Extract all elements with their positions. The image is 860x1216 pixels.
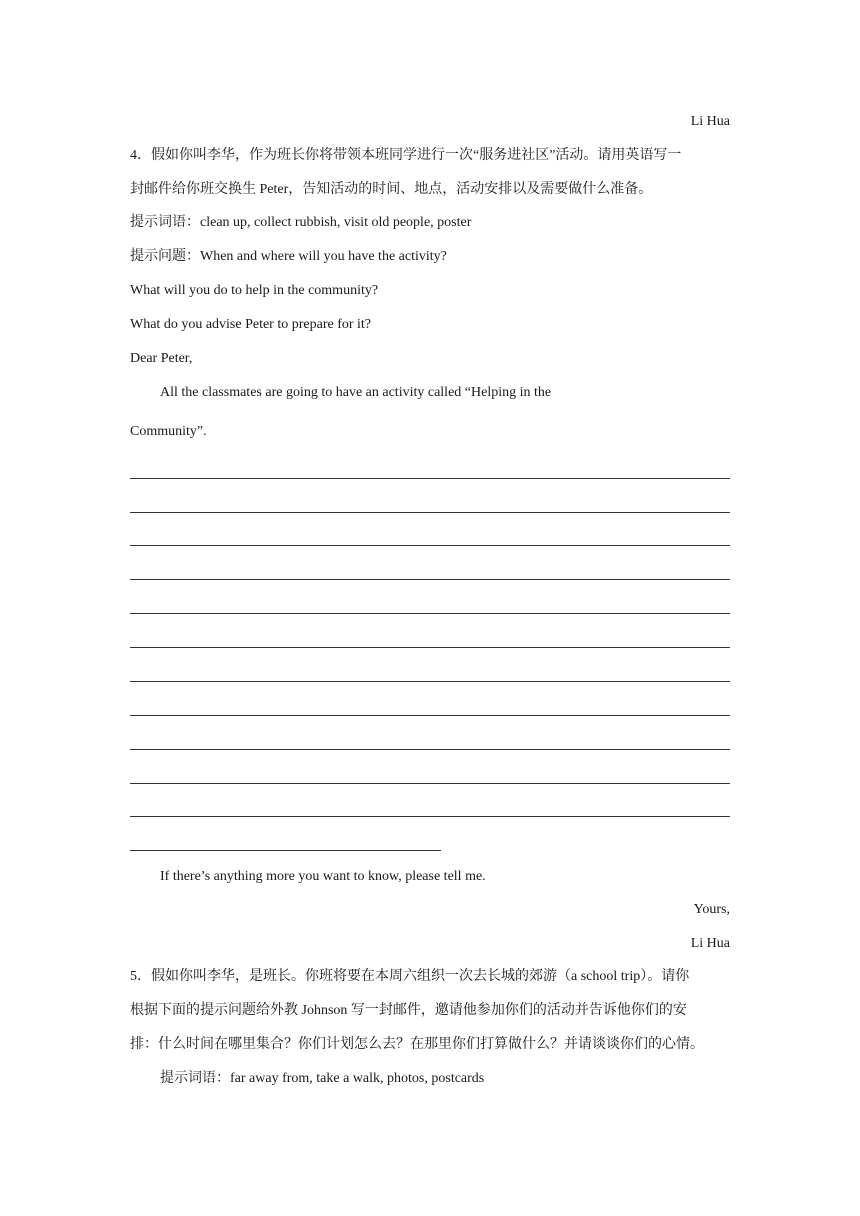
letter-opening-line1: All the classmates are going to have an activity called “Helping in the bbox=[160, 385, 552, 400]
task5-prompt-line1: 5．假如你叫李华，是班长。你班将要在本周六组织一次去长城的郊游（a school trip）。请你 bbox=[130, 969, 690, 984]
task4-question2: What will you do to help in the community? bbox=[130, 283, 379, 298]
task4-question3: What do you advise Peter to prepare for it? bbox=[130, 317, 372, 332]
writing-line bbox=[130, 850, 441, 851]
task5-prompt-line2: 根据下面的提示问题给外教 Johnson 写一封邮件，邀请他参加你们的活动并告诉他你们的安 bbox=[130, 1003, 687, 1018]
task4-hint-words: 提示词语：clean up, collect rubbish, visit old people, poster bbox=[130, 215, 472, 230]
writing-line bbox=[130, 647, 730, 648]
writing-line bbox=[130, 579, 730, 580]
writing-line bbox=[130, 749, 730, 750]
writing-line bbox=[130, 816, 730, 817]
letter-closing: If there’s anything more you want to know, please tell me. bbox=[160, 869, 486, 884]
writing-line bbox=[130, 613, 730, 614]
writing-line bbox=[130, 715, 730, 716]
task4-hint-questions: 提示问题：When and where will you have the activity? bbox=[130, 249, 447, 264]
writing-line bbox=[130, 783, 730, 784]
task4-prompt-line2: 封邮件给你班交换生 Peter，告知活动的时间、地点，活动安排以及需要做什么准备。 bbox=[130, 182, 653, 197]
task5-prompt-line3: 排：什么时间在哪里集合？你们计划怎么去？在那里你们打算做什么？并请谈谈你们的心情。 bbox=[130, 1037, 704, 1052]
letter-opening-line2: Community”. bbox=[130, 424, 207, 439]
letter-salutation: Dear Peter, bbox=[130, 351, 193, 366]
letter-signoff: Yours, bbox=[693, 902, 730, 917]
writing-line bbox=[130, 545, 730, 546]
task5-hint-words: 提示词语：far away from, take a walk, photos, postcards bbox=[160, 1071, 485, 1086]
writing-line bbox=[130, 681, 730, 682]
prev-signature: Li Hua bbox=[690, 114, 730, 129]
writing-line bbox=[130, 478, 730, 479]
letter-signature: Li Hua bbox=[690, 936, 730, 951]
writing-line bbox=[130, 512, 730, 513]
task4-prompt-line1: 4．假如你叫李华，作为班长你将带领本班同学进行一次“服务进社区”活动。请用英语写一 bbox=[130, 148, 682, 163]
